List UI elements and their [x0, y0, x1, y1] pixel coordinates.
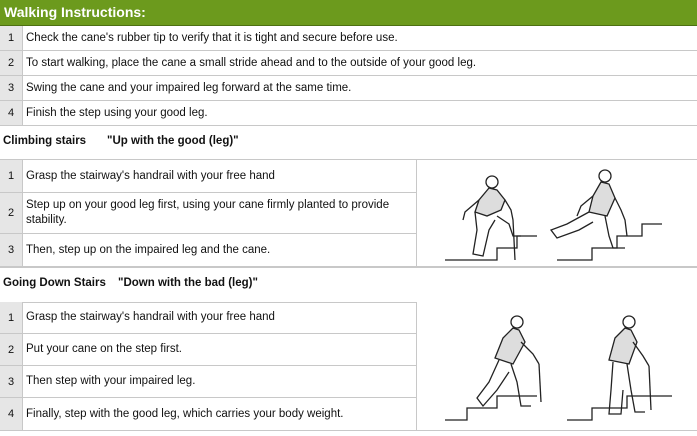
step-number: 3 [0, 234, 23, 266]
climbing-heading: Climbing stairs [3, 135, 87, 147]
step-text: Step up on your good leg first, using your cane firmly planted to provide stability. [26, 199, 390, 226]
climbing-stairs-icon [417, 160, 697, 266]
step-text: To start walking, place the cane a small stride ahead and to the outside of your good leg. [26, 56, 477, 69]
table-row [0, 302, 416, 334]
step-text: Then, step up on the impaired leg and the cane. [26, 243, 271, 256]
step-number: 1 [0, 26, 23, 50]
step-text: Finish the step using your good leg. [26, 106, 208, 119]
step-number: 3 [0, 366, 23, 397]
descending-stairs-icon [417, 302, 697, 430]
step-number: 1 [0, 302, 23, 333]
step-number: 3 [0, 76, 23, 100]
table-row [0, 334, 416, 366]
step-text: Then step with your impaired leg. [26, 375, 196, 387]
table-row [0, 398, 416, 431]
step-number: 1 [0, 160, 23, 192]
descending-illustration [416, 302, 697, 431]
table-row [0, 51, 697, 76]
climbing-motto: "Up with the good (leg)" [107, 135, 239, 147]
step-number: 2 [0, 334, 23, 365]
step-number: 4 [0, 398, 23, 430]
table-row [0, 160, 416, 193]
table-row [0, 193, 416, 234]
table-row [0, 101, 697, 126]
step-number: 2 [0, 51, 23, 75]
table-row [0, 76, 697, 101]
descending-section-header [0, 267, 697, 303]
table-row [0, 234, 416, 267]
descending-heading: Going Down Stairs [3, 277, 106, 289]
step-number: 2 [0, 193, 23, 233]
step-text: Put your cane on the step first. [26, 343, 182, 355]
step-text: Grasp the stairway's handrail with your free hand [26, 169, 275, 182]
step-text: Finally, step with the good leg, which carries your body weight. [26, 407, 344, 420]
table-row [0, 366, 416, 398]
table-row [0, 26, 697, 51]
table-header [0, 0, 697, 26]
step-text: Grasp the stairway's handrail with your free hand [26, 311, 275, 323]
step-number: 4 [0, 101, 23, 125]
descending-motto: "Down with the bad (leg)" [118, 277, 258, 289]
climbing-section-header [0, 126, 697, 160]
climbing-illustration [416, 160, 697, 267]
page-title: Walking Instructions: [4, 4, 146, 20]
step-text: Swing the cane and your impaired leg forward at the same time. [26, 81, 352, 94]
step-text: Check the cane's rubber tip to verify that it is tight and secure before use. [26, 31, 398, 44]
